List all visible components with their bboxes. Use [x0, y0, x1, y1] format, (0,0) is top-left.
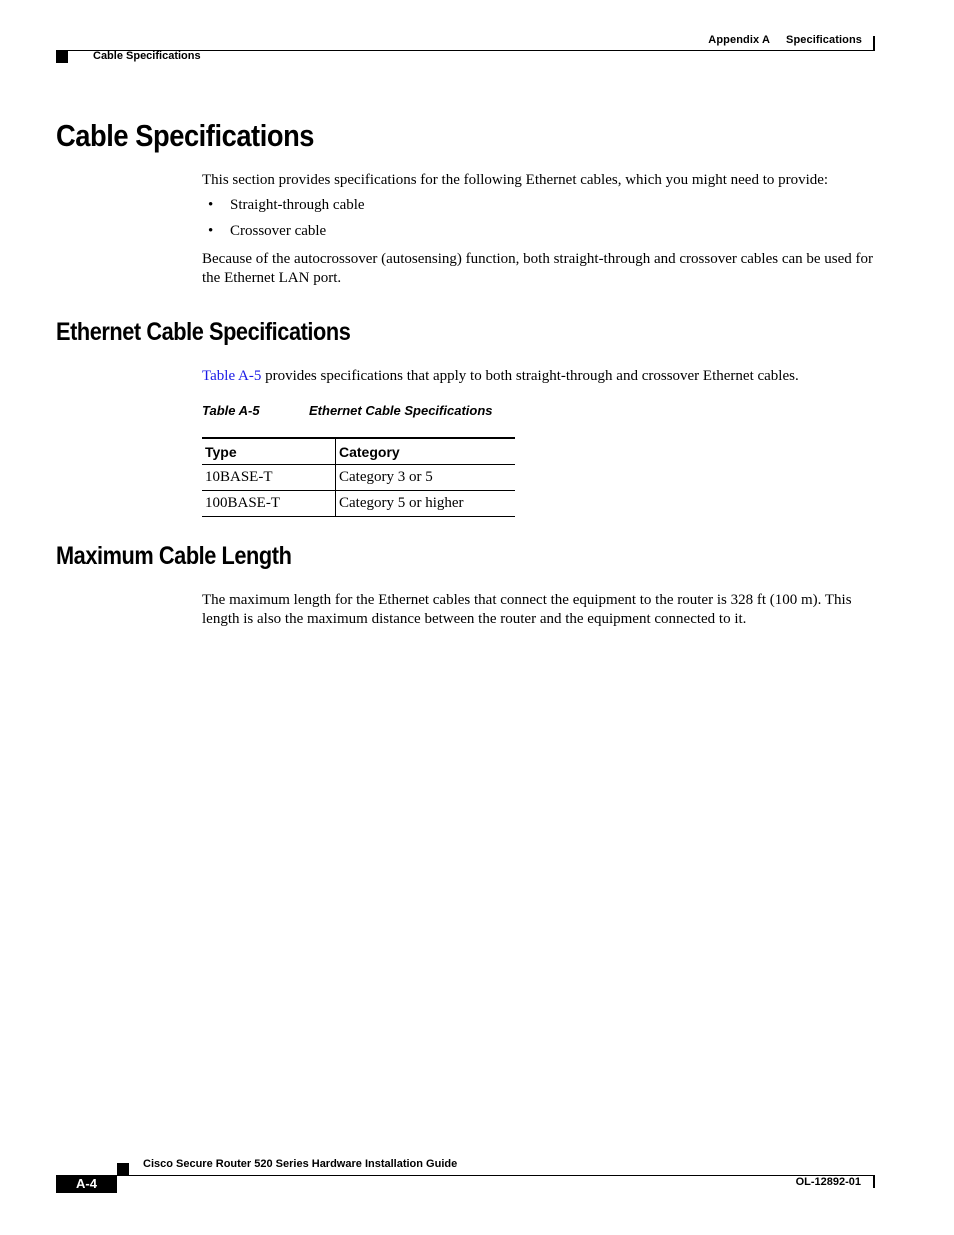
header-tick-mark: [873, 36, 875, 51]
footer-tick-mark: [873, 1175, 875, 1188]
table-row: [202, 491, 515, 517]
ethernet-paragraph: [202, 367, 878, 386]
footer-doc-number: OL-12892-01: [795, 1176, 861, 1188]
page-number-badge: A-4: [56, 1175, 117, 1193]
list-item: [202, 196, 365, 214]
column-header-category: Category: [336, 438, 516, 465]
table-a5-link[interactable]: Table A-5: [202, 368, 262, 384]
table-caption: [202, 403, 493, 418]
table-header-row: [202, 438, 515, 465]
autocrossover-note: Because of the autocrossover (autosensing) function, both straight-through and crossover cables can be used for the Ethernet LAN port.: [202, 251, 874, 286]
table-cell-category: Category 5 or higher: [336, 491, 516, 517]
header-square-marker: [56, 51, 68, 63]
table-caption-title: Ethernet Cable Specifications: [309, 403, 493, 418]
header-chapter: Specifications: [786, 34, 862, 46]
header-section: Cable Specifications: [93, 50, 201, 62]
intro-paragraph: This section provides specifications for the following Ethernet cables, which you might need to provide:: [202, 172, 829, 188]
table-cell-type: 10BASE-T: [202, 465, 336, 491]
ethernet-paragraph-text: provides specifications that apply to both straight-through and crossover Ethernet cables.: [261, 368, 799, 384]
max-length-heading: Maximum Cable Length: [56, 542, 292, 570]
column-header-type: Type: [202, 438, 336, 465]
running-header: [708, 34, 862, 46]
list-item-text: Straight-through cable: [230, 197, 365, 213]
bullet-icon: •: [208, 197, 214, 213]
list-item: [202, 222, 365, 240]
cable-type-list: [202, 196, 365, 248]
footer-rule: [117, 1175, 874, 1176]
page-title: Cable Specifications: [56, 118, 315, 153]
footer-guide-title: Cisco Secure Router 520 Series Hardware Installation Guide: [143, 1158, 458, 1170]
footer-square-marker: [117, 1163, 129, 1175]
header-appendix: Appendix A: [708, 34, 771, 46]
table-row: [202, 465, 515, 491]
ethernet-heading: Ethernet Cable Specifications: [56, 318, 351, 346]
bullet-icon: •: [208, 223, 214, 239]
ethernet-spec-table: [202, 437, 515, 517]
list-item-text: Crossover cable: [230, 223, 327, 239]
max-length-paragraph: The maximum length for the Ethernet cables that connect the equipment to the router is 328 ft (100 m). This length is also the maximum distance between the router and the equipment connected to it.: [202, 592, 852, 627]
table-cell-category: Category 3 or 5: [336, 465, 516, 491]
table-caption-number: Table A-5: [202, 403, 260, 418]
table-cell-type: 100BASE-T: [202, 491, 336, 517]
